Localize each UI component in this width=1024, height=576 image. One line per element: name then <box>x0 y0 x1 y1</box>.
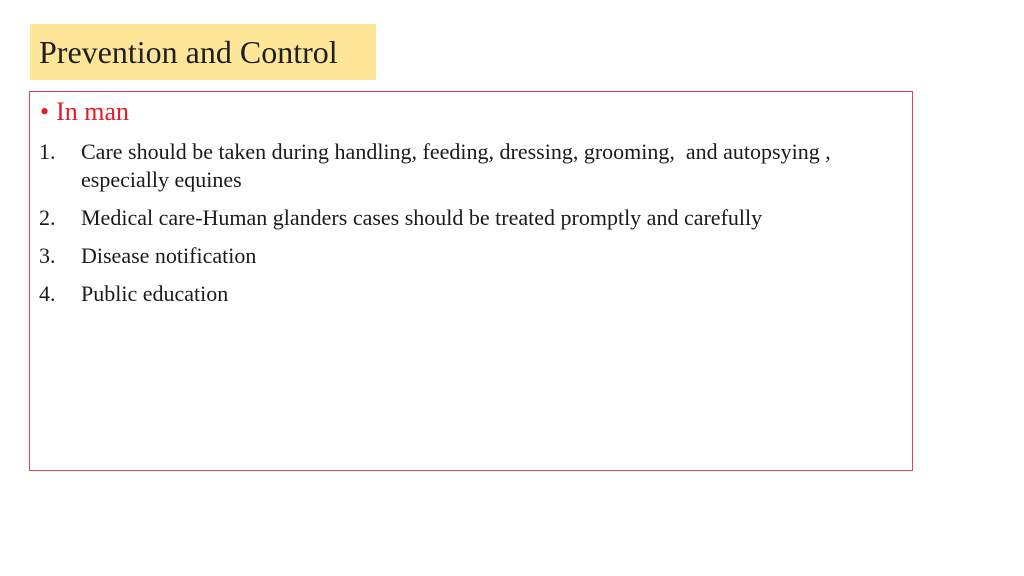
bullet-icon: • <box>40 97 50 126</box>
title-box <box>30 24 376 80</box>
list-item <box>39 138 899 194</box>
content-box <box>29 91 913 471</box>
list-item <box>39 204 899 232</box>
numbered-list <box>39 138 899 318</box>
section-heading-text: In man <box>56 97 130 126</box>
list-item-number: 3. <box>39 243 56 268</box>
list-item-text: Disease notification <box>81 243 257 268</box>
list-item-number: 2. <box>39 205 56 230</box>
list-item-text: Public education <box>81 281 229 306</box>
slide-title: Prevention and Control <box>39 34 338 70</box>
list-item-number: 1. <box>39 139 56 164</box>
list-item <box>39 242 899 270</box>
list-item-text: Care should be taken during handling, feeding, dressing, grooming, and autopsying , especially equines <box>81 139 837 192</box>
list-item <box>39 280 899 308</box>
section-heading <box>40 96 129 128</box>
list-item-text: Medical care-Human glanders cases should be treated promptly and carefully <box>81 205 763 230</box>
list-item-number: 4. <box>39 281 56 306</box>
